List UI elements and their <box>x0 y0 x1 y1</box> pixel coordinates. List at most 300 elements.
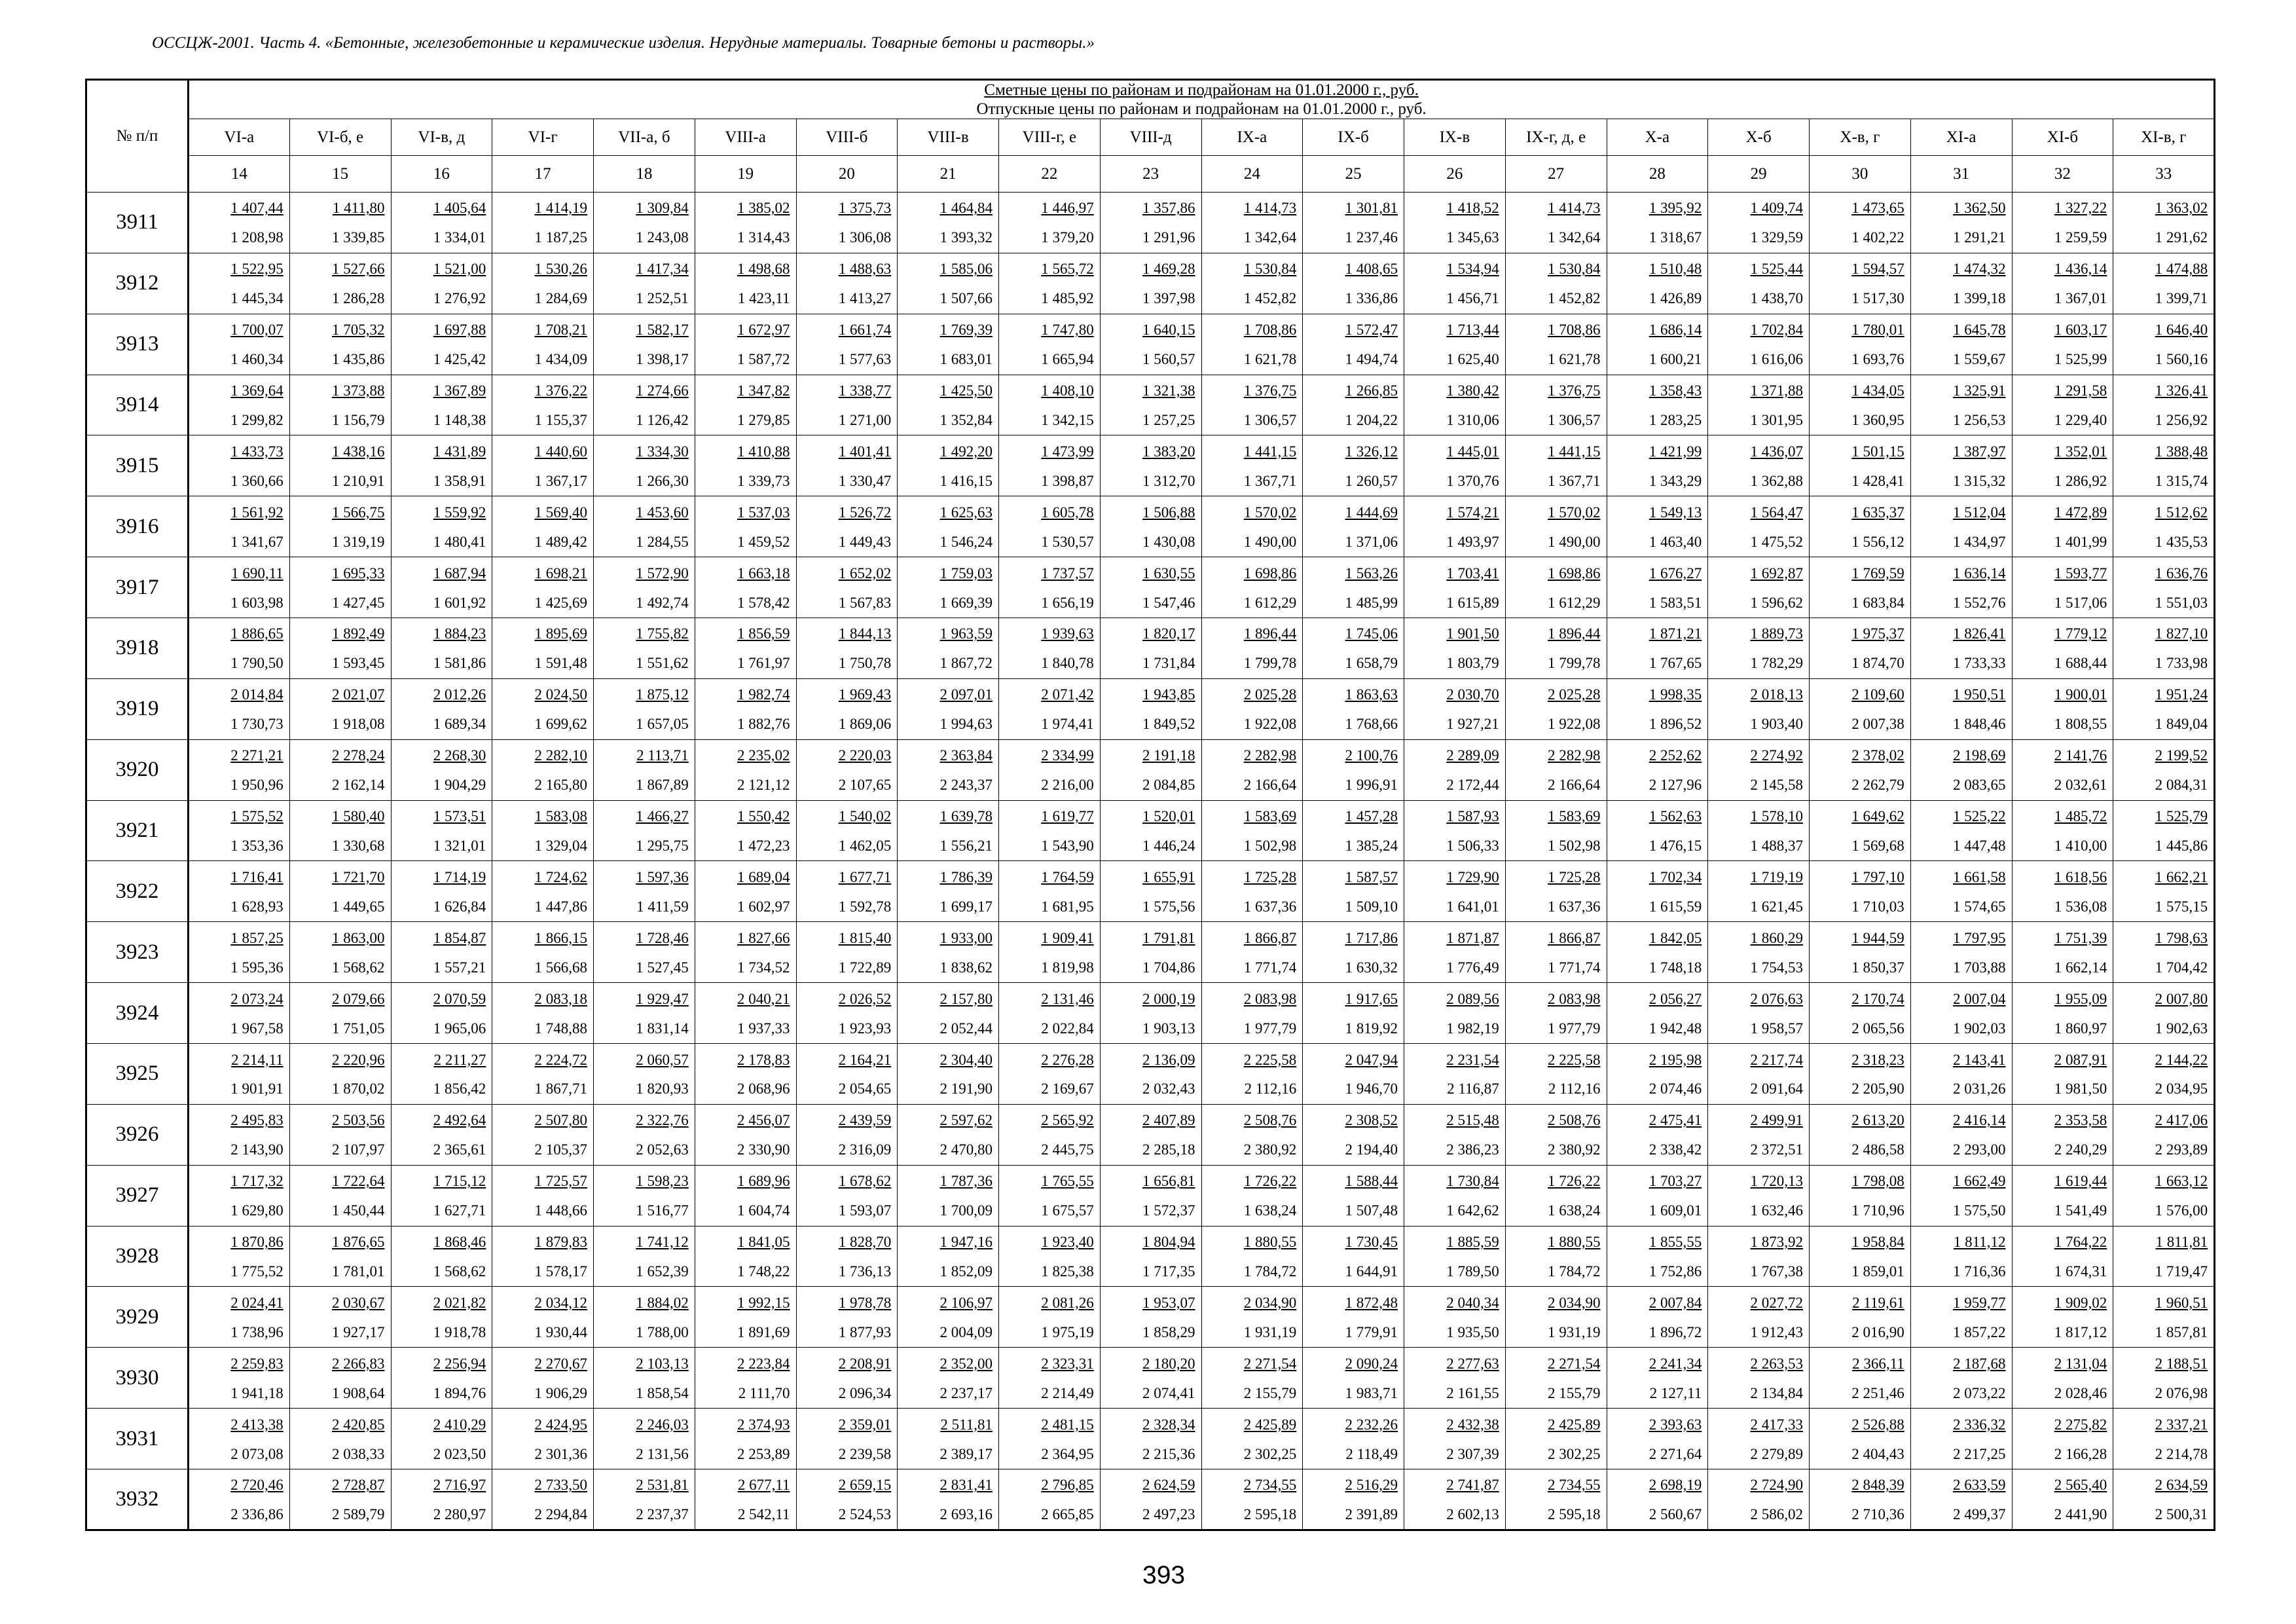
release-price: 1 547,46 <box>1142 594 1195 611</box>
release-price: 2 107,65 <box>838 777 892 794</box>
price-cell <box>1303 1044 1404 1105</box>
estimate-price: 1 453,60 <box>636 504 689 521</box>
release-price: 1 329,59 <box>1750 229 1803 246</box>
price-cell <box>999 983 1101 1044</box>
release-price: 1 641,01 <box>1446 898 1499 915</box>
price-cell <box>391 800 492 861</box>
estimate-price: 1 501,15 <box>1851 443 1904 460</box>
estimate-price: 2 848,39 <box>1851 1477 1904 1494</box>
release-price: 1 644,91 <box>1345 1263 1398 1280</box>
price-cell <box>898 800 999 861</box>
price-cell <box>391 739 492 800</box>
estimate-price: 1 569,40 <box>534 504 587 521</box>
release-price: 2 016,90 <box>1851 1323 1904 1340</box>
estimate-price: 1 469,28 <box>1142 261 1195 278</box>
district-header: VIII-г, е <box>999 119 1101 156</box>
estimate-price: 2 439,59 <box>838 1112 892 1129</box>
release-price: 1 896,52 <box>1649 716 1702 733</box>
price-cell <box>189 1348 290 1409</box>
row-number: 3915 <box>86 435 189 496</box>
estimate-price: 2 328,34 <box>1142 1416 1195 1433</box>
release-price: 2 032,61 <box>2054 777 2107 794</box>
price-cell <box>1303 739 1404 800</box>
row-number: 3921 <box>86 800 189 861</box>
release-price: 1 342,64 <box>1243 229 1297 246</box>
release-price: 2 441,90 <box>2054 1505 2107 1522</box>
estimate-price: 1 697,88 <box>433 322 486 339</box>
release-price: 1 870,02 <box>332 1080 385 1098</box>
estimate-price: 1 676,27 <box>1649 564 1702 581</box>
release-price: 2 166,64 <box>1243 777 1297 794</box>
release-price: 1 187,25 <box>534 229 587 246</box>
release-price: 1 638,24 <box>1548 1202 1601 1219</box>
column-number: 22 <box>999 156 1101 193</box>
price-cell <box>492 1348 594 1409</box>
estimate-price: 1 522,95 <box>230 261 283 278</box>
estimate-price: 1 729,90 <box>1446 868 1499 885</box>
estimate-price: 2 289,09 <box>1446 747 1499 764</box>
price-cell <box>898 193 999 253</box>
price-cell <box>1607 1165 1708 1226</box>
release-price: 1 480,41 <box>433 533 486 550</box>
release-price: 2 131,56 <box>636 1445 689 1462</box>
price-cell <box>1708 253 1810 314</box>
release-price: 1 489,42 <box>534 533 587 550</box>
release-price: 1 446,24 <box>1142 838 1195 854</box>
estimate-price: 1 866,87 <box>1548 929 1601 946</box>
price-cell <box>1810 922 1911 983</box>
release-price: 1 423,11 <box>737 290 790 307</box>
release-price: 1 994,63 <box>939 716 993 733</box>
price-cell <box>2113 1469 2215 1530</box>
release-price: 1 575,50 <box>1953 1202 2006 1219</box>
price-cell <box>289 496 391 557</box>
estimate-price: 1 414,73 <box>1548 200 1601 217</box>
estimate-price: 1 698,86 <box>1243 564 1297 581</box>
estimate-price: 1 472,89 <box>2054 504 2107 521</box>
estimate-price: 2 007,84 <box>1649 1294 1702 1311</box>
estimate-price: 1 388,48 <box>2155 443 2208 460</box>
release-price: 1 857,22 <box>1953 1323 2006 1340</box>
price-cell <box>391 1469 492 1530</box>
estimate-price: 1 510,48 <box>1649 261 1702 278</box>
estimate-price: 1 998,35 <box>1649 686 1702 703</box>
release-price: 1 927,17 <box>332 1323 385 1340</box>
price-cell <box>289 983 391 1044</box>
estimate-price: 1 863,00 <box>332 929 385 946</box>
release-price: 1 775,52 <box>230 1263 283 1280</box>
price-cell <box>189 1226 290 1287</box>
release-price: 2 023,50 <box>433 1445 486 1462</box>
price-cell <box>1303 314 1404 375</box>
price-cell <box>1910 253 2012 314</box>
estimate-price: 2 000,19 <box>1142 990 1195 1007</box>
price-cell <box>289 435 391 496</box>
estimate-price: 1 572,47 <box>1345 322 1398 339</box>
estimate-price: 2 425,89 <box>1548 1416 1601 1433</box>
estimate-price: 1 578,10 <box>1750 808 1803 825</box>
price-cell <box>1810 253 1911 314</box>
estimate-price: 1 410,88 <box>737 443 790 460</box>
estimate-price: 1 820,17 <box>1142 625 1195 642</box>
price-cell <box>289 1226 391 1287</box>
price-cell <box>898 1165 999 1226</box>
price-cell <box>391 496 492 557</box>
release-price: 1 516,77 <box>636 1202 689 1219</box>
price-cell <box>492 1104 594 1165</box>
estimate-price: 2 073,24 <box>230 990 283 1007</box>
release-price: 2 112,16 <box>1244 1080 1297 1098</box>
estimate-price: 2 178,83 <box>737 1051 790 1068</box>
price-cell <box>796 557 898 618</box>
release-price: 2 169,67 <box>1041 1080 1094 1098</box>
estimate-price: 1 645,78 <box>1953 322 2006 339</box>
price-cell <box>1505 1165 1607 1226</box>
price-cell <box>1201 1226 1303 1287</box>
price-cell <box>1708 678 1810 739</box>
estimate-price: 1 266,85 <box>1345 382 1398 399</box>
price-cell <box>2113 314 2215 375</box>
column-number: 26 <box>1404 156 1506 193</box>
estimate-price: 1 441,15 <box>1243 443 1297 460</box>
estimate-price: 1 636,14 <box>1953 564 2006 581</box>
release-price: 1 371,06 <box>1345 533 1398 550</box>
estimate-price: 2 060,57 <box>636 1051 689 1068</box>
release-price: 2 068,96 <box>737 1080 790 1098</box>
estimate-price: 1 646,40 <box>2155 322 2208 339</box>
estimate-price: 2 231,54 <box>1446 1051 1499 1068</box>
price-cell <box>695 800 796 861</box>
price-cell <box>1505 678 1607 739</box>
price-cell <box>695 1348 796 1409</box>
price-cell <box>289 739 391 800</box>
price-cell <box>695 618 796 679</box>
price-cell <box>999 1469 1101 1530</box>
price-cell <box>1910 314 2012 375</box>
price-cell <box>492 375 594 435</box>
price-cell <box>1505 1469 1607 1530</box>
price-cell <box>1404 1348 1506 1409</box>
release-price: 1 581,86 <box>433 655 486 672</box>
column-number: 15 <box>289 156 391 193</box>
price-cell <box>1303 253 1404 314</box>
estimate-price: 1 630,55 <box>1142 564 1195 581</box>
release-price: 2 032,43 <box>1142 1080 1195 1098</box>
price-cell <box>1201 1104 1303 1165</box>
release-price: 1 658,79 <box>1345 655 1398 672</box>
release-price: 1 982,19 <box>1446 1020 1499 1037</box>
price-cell <box>1505 314 1607 375</box>
price-cell <box>695 496 796 557</box>
price-cell <box>1201 739 1303 800</box>
estimate-price: 1 724,62 <box>534 868 587 885</box>
price-cell <box>695 1287 796 1348</box>
price-cell <box>1708 1104 1810 1165</box>
estimate-price: 1 534,94 <box>1446 261 1499 278</box>
column-number: 27 <box>1505 156 1607 193</box>
estimate-price: 2 275,82 <box>2054 1416 2107 1433</box>
release-price: 1 583,51 <box>1649 594 1702 611</box>
estimate-price: 1 408,65 <box>1345 261 1398 278</box>
release-price: 2 524,53 <box>838 1505 892 1522</box>
price-cell <box>1708 618 1810 679</box>
price-cell <box>1607 618 1708 679</box>
estimate-price: 2 034,90 <box>1548 1294 1601 1311</box>
estimate-price: 1 582,17 <box>636 322 689 339</box>
estimate-price: 1 570,02 <box>1243 504 1297 521</box>
release-price: 2 022,84 <box>1041 1020 1094 1037</box>
table-row <box>86 618 2215 679</box>
estimate-price: 1 844,13 <box>838 625 892 642</box>
release-price: 2 091,64 <box>1750 1080 1803 1098</box>
release-price: 2 364,95 <box>1041 1445 1094 1462</box>
price-cell <box>1708 922 1810 983</box>
price-cell <box>999 1348 1101 1409</box>
release-price: 2 336,86 <box>230 1505 283 1522</box>
release-price: 1 551,62 <box>636 655 689 672</box>
release-price: 1 621,45 <box>1750 898 1803 915</box>
table-row <box>86 1226 2215 1287</box>
estimate-price: 2 079,66 <box>332 990 385 1007</box>
estimate-price: 1 525,22 <box>1953 808 2006 825</box>
price-cell <box>2113 193 2215 253</box>
caption-release: Отпускные цены по районам и подрайонам на 01.01.2000 г., руб. <box>976 100 1427 118</box>
price-cell <box>796 1165 898 1226</box>
release-price: 2 065,56 <box>1851 1020 1904 1037</box>
price-cell <box>289 1469 391 1530</box>
price-cell <box>1404 375 1506 435</box>
estimate-price: 2 271,21 <box>230 747 283 764</box>
price-cell <box>796 375 898 435</box>
estimate-price: 1 705,32 <box>332 322 385 339</box>
release-price: 1 367,71 <box>1548 472 1601 489</box>
price-cell <box>391 678 492 739</box>
estimate-price: 1 702,84 <box>1750 322 1803 339</box>
price-cell <box>594 375 695 435</box>
estimate-price: 2 208,91 <box>838 1355 892 1372</box>
estimate-price: 1 717,86 <box>1345 929 1398 946</box>
price-cell <box>492 435 594 496</box>
release-price: 1 784,72 <box>1548 1263 1601 1280</box>
release-price: 2 165,80 <box>534 777 587 794</box>
release-price: 2 214,78 <box>2155 1445 2208 1462</box>
price-cell <box>391 983 492 1044</box>
estimate-price: 2 256,94 <box>433 1355 486 1372</box>
release-price: 1 674,31 <box>2054 1263 2107 1280</box>
release-price: 1 941,18 <box>230 1384 283 1401</box>
release-price: 1 637,36 <box>1548 898 1601 915</box>
release-price: 1 859,01 <box>1851 1263 1904 1280</box>
price-cell <box>2012 1469 2113 1530</box>
release-price: 1 566,68 <box>534 959 587 976</box>
estimate-price: 2 047,94 <box>1345 1051 1398 1068</box>
price-cell <box>2113 618 2215 679</box>
release-price: 2 240,29 <box>2054 1141 2107 1158</box>
estimate-price: 1 436,14 <box>2054 261 2107 278</box>
price-cell <box>999 435 1101 496</box>
release-price: 1 629,80 <box>230 1202 283 1219</box>
price-cell <box>1100 193 1201 253</box>
estimate-price: 1 708,86 <box>1548 322 1601 339</box>
release-price: 1 266,30 <box>636 472 689 489</box>
release-price: 2 595,18 <box>1243 1505 1297 1522</box>
release-price: 1 693,76 <box>1851 351 1904 368</box>
price-cell <box>1303 1226 1404 1287</box>
release-price: 1 820,93 <box>636 1080 689 1098</box>
release-price: 1 779,91 <box>1345 1323 1398 1340</box>
price-cell <box>189 375 290 435</box>
estimate-price: 2 070,59 <box>433 990 486 1007</box>
release-price: 1 430,08 <box>1142 533 1195 550</box>
estimate-price: 2 027,72 <box>1750 1294 1803 1311</box>
estimate-price: 1 884,23 <box>433 625 486 642</box>
price-cell <box>796 1409 898 1469</box>
column-number: 17 <box>492 156 594 193</box>
estimate-price: 2 021,07 <box>332 686 385 703</box>
estimate-price: 1 690,11 <box>231 564 283 581</box>
price-cell <box>999 922 1101 983</box>
price-cell <box>999 861 1101 922</box>
price-cell <box>1505 1409 1607 1469</box>
estimate-price: 1 566,75 <box>332 504 385 521</box>
price-cell <box>2012 496 2113 557</box>
estimate-price: 1 376,75 <box>1548 382 1601 399</box>
release-price: 2 214,49 <box>1041 1384 1094 1401</box>
estimate-price: 2 214,11 <box>231 1051 283 1068</box>
estimate-price: 1 440,60 <box>534 443 587 460</box>
estimate-price: 2 308,52 <box>1345 1112 1398 1129</box>
release-price: 1 768,66 <box>1345 716 1398 733</box>
estimate-price: 1 797,95 <box>1953 929 2006 946</box>
release-price: 1 527,45 <box>636 959 689 976</box>
price-cell <box>1505 435 1607 496</box>
release-price: 1 435,86 <box>332 351 385 368</box>
release-price: 1 546,24 <box>939 533 993 550</box>
price-cell <box>1505 1226 1607 1287</box>
release-price: 1 556,21 <box>939 838 993 854</box>
row-number: 3929 <box>86 1287 189 1348</box>
estimate-price: 2 083,18 <box>534 990 587 1007</box>
price-cell <box>2113 435 2215 496</box>
estimate-price: 1 873,92 <box>1750 1234 1803 1251</box>
release-price: 1 977,79 <box>1243 1020 1297 1037</box>
price-cell <box>695 861 796 922</box>
estimate-price: 1 880,55 <box>1243 1234 1297 1251</box>
estimate-price: 1 373,88 <box>332 382 385 399</box>
price-cell <box>2113 678 2215 739</box>
district-header: IX-г, д, е <box>1505 119 1607 156</box>
price-cell <box>594 1287 695 1348</box>
price-cell <box>1100 1104 1201 1165</box>
release-price: 1 410,00 <box>2054 838 2107 854</box>
price-cell <box>1201 922 1303 983</box>
price-cell <box>189 678 290 739</box>
estimate-price: 2 277,63 <box>1446 1355 1499 1372</box>
estimate-price: 2 025,28 <box>1243 686 1297 703</box>
release-price: 1 974,41 <box>1041 716 1094 733</box>
estimate-price: 1 635,37 <box>1851 504 1904 521</box>
estimate-price: 2 188,51 <box>2155 1355 2208 1372</box>
release-price: 1 902,63 <box>2155 1020 2208 1037</box>
estimate-price: 2 056,27 <box>1649 990 1702 1007</box>
price-cell <box>594 1044 695 1105</box>
estimate-price: 2 507,80 <box>534 1112 587 1129</box>
release-price: 2 237,37 <box>636 1505 689 1522</box>
release-price: 1 849,52 <box>1142 716 1195 733</box>
estimate-price: 2 724,90 <box>1750 1477 1803 1494</box>
estimate-price: 2 089,56 <box>1446 990 1499 1007</box>
release-price: 1 492,74 <box>636 594 689 611</box>
price-cell <box>189 739 290 800</box>
release-price: 1 869,06 <box>838 716 892 733</box>
estimate-price: 2 374,93 <box>737 1416 790 1433</box>
row-number: 3931 <box>86 1409 189 1469</box>
estimate-price: 1 662,21 <box>2155 868 2208 885</box>
release-price: 2 166,64 <box>1548 777 1601 794</box>
estimate-price: 2 235,02 <box>737 747 790 764</box>
release-price: 1 299,82 <box>230 411 283 428</box>
table-row <box>86 922 2215 983</box>
row-number: 3924 <box>86 983 189 1044</box>
estimate-price: 1 943,85 <box>1142 686 1195 703</box>
price-cell <box>289 557 391 618</box>
estimate-price: 1 565,72 <box>1041 261 1094 278</box>
release-price: 1 367,17 <box>534 472 587 489</box>
release-price: 1 578,42 <box>737 594 790 611</box>
estimate-price: 1 717,32 <box>230 1173 283 1190</box>
release-price: 1 751,05 <box>332 1020 385 1037</box>
release-price: 2 560,67 <box>1649 1505 1702 1522</box>
release-price: 2 251,46 <box>1851 1384 1904 1401</box>
row-number: 3920 <box>86 739 189 800</box>
estimate-price: 2 030,70 <box>1446 686 1499 703</box>
estimate-price: 1 708,21 <box>534 322 587 339</box>
release-price: 1 591,48 <box>534 655 587 672</box>
price-cell <box>2012 435 2113 496</box>
estimate-price: 1 939,63 <box>1041 625 1094 642</box>
price-cell <box>289 922 391 983</box>
price-cell <box>796 1348 898 1409</box>
estimate-price: 1 530,84 <box>1548 261 1601 278</box>
estimate-price: 1 714,19 <box>433 868 486 885</box>
price-cell <box>1201 861 1303 922</box>
price-cell <box>2113 1226 2215 1287</box>
estimate-price: 1 640,15 <box>1142 322 1195 339</box>
estimate-price: 1 700,07 <box>230 322 283 339</box>
table-row <box>86 861 2215 922</box>
release-price: 1 748,18 <box>1649 959 1702 976</box>
release-price: 2 285,18 <box>1142 1141 1195 1158</box>
estimate-price: 1 309,84 <box>636 200 689 217</box>
row-number: 3913 <box>86 314 189 375</box>
price-cell <box>391 1287 492 1348</box>
price-cell <box>2012 557 2113 618</box>
estimate-price: 1 698,86 <box>1548 564 1601 581</box>
estimate-price: 1 512,04 <box>1953 504 2006 521</box>
release-price: 1 315,32 <box>1953 472 2006 489</box>
price-cell <box>594 496 695 557</box>
estimate-price: 1 506,88 <box>1142 504 1195 521</box>
price-cell <box>189 314 290 375</box>
release-price: 1 271,00 <box>838 411 892 428</box>
price-cell <box>1201 435 1303 496</box>
estimate-price: 1 649,62 <box>1851 808 1904 825</box>
estimate-price: 1 856,59 <box>737 625 790 642</box>
estimate-price: 2 223,84 <box>737 1355 790 1372</box>
price-cell <box>1404 1469 1506 1530</box>
estimate-price: 2 432,38 <box>1446 1416 1499 1433</box>
estimate-price: 1 436,07 <box>1750 443 1803 460</box>
